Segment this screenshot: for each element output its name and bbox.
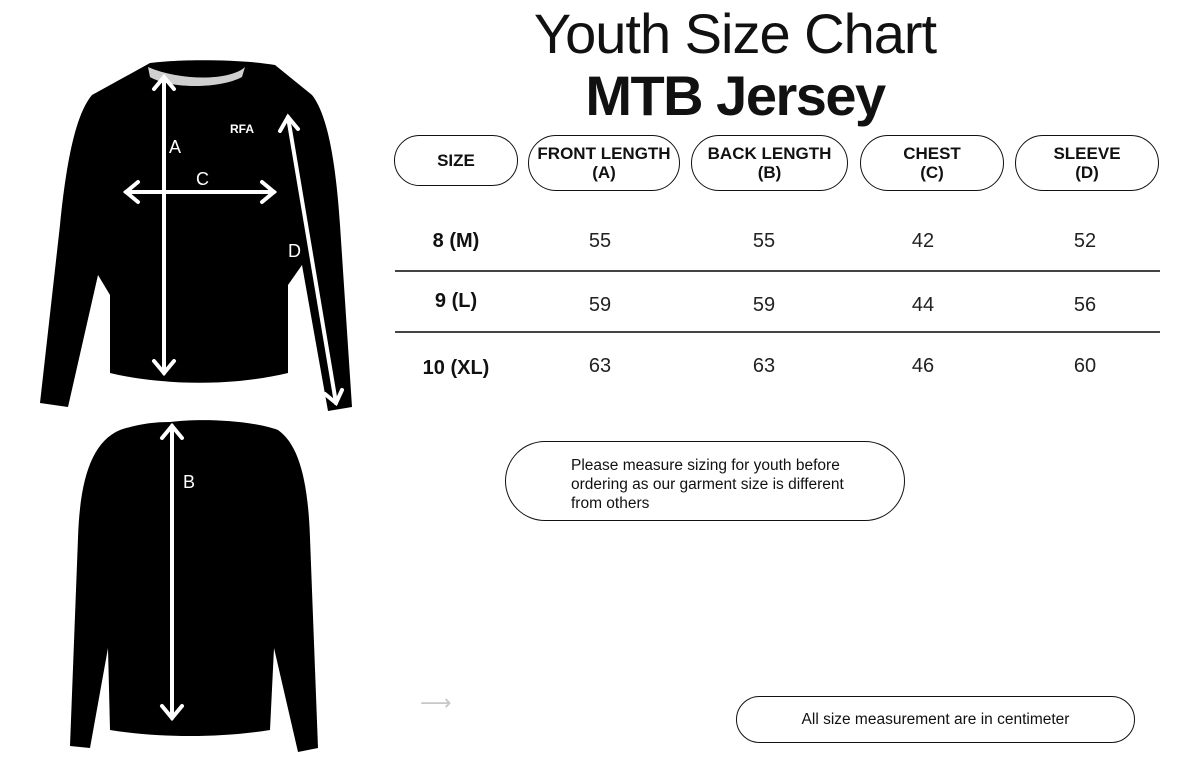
- row-divider: [395, 270, 1160, 272]
- label-a: A: [169, 137, 182, 157]
- front-length-cell: 59: [588, 294, 612, 316]
- jersey-front-diagram: [30, 55, 370, 420]
- size-cell: 9 (L): [434, 290, 478, 312]
- brand-logo: RFA: [230, 122, 254, 136]
- sleeve-cell: 56: [1073, 294, 1097, 316]
- header-front-length: [528, 135, 680, 191]
- header-chest-code: (C): [920, 163, 944, 182]
- header-back-length-label: BACK LENGTH: [707, 144, 832, 163]
- label-b: B: [183, 472, 196, 492]
- header-sleeve-code: (D): [1075, 163, 1099, 182]
- sleeve-cell: 52: [1073, 230, 1097, 252]
- header-size-label: SIZE: [437, 151, 475, 170]
- header-front-length-label: FRONT LENGTH: [537, 144, 671, 163]
- label-c: C: [196, 169, 209, 189]
- sleeve-cell: 60: [1073, 355, 1097, 377]
- size-cell: 8 (M): [432, 230, 480, 252]
- chest-cell: 42: [911, 230, 935, 252]
- chest-cell: 46: [911, 355, 935, 377]
- header-back-length: [691, 135, 848, 191]
- jersey-back-diagram: [30, 418, 370, 760]
- sizing-note-text: Please measure sizing for youth before ordering as our garment size is different from others: [571, 457, 844, 512]
- size-cell: 10 (XL): [422, 357, 490, 379]
- header-sleeve: [1015, 135, 1159, 191]
- unit-note-text: All size measurement are in centimeter: [801, 710, 1070, 728]
- row-divider: [395, 331, 1160, 333]
- header-front-length-code: (A): [592, 163, 616, 182]
- chart-subtitle: MTB Jersey: [585, 64, 885, 127]
- header-size: [394, 135, 518, 186]
- header-sleeve-label: SLEEVE: [1053, 144, 1121, 163]
- back-length-cell: 63: [752, 355, 776, 377]
- back-length-cell: 59: [752, 294, 776, 316]
- right-arrow-icon: ⟶: [420, 690, 452, 715]
- jersey-front-body: [40, 60, 352, 411]
- header-chest: [860, 135, 1004, 191]
- header-back-length-code: (B): [757, 163, 782, 182]
- label-d: D: [288, 241, 301, 261]
- chest-cell: 44: [911, 294, 935, 316]
- header-chest-label: CHEST: [903, 144, 961, 163]
- sizing-note: [505, 441, 905, 521]
- jersey-back-body: [70, 420, 318, 752]
- back-length-cell: 55: [752, 230, 776, 252]
- front-length-cell: 55: [588, 230, 612, 252]
- unit-note: [736, 696, 1135, 743]
- chart-title: Youth Size Chart: [533, 2, 937, 65]
- front-length-cell: 63: [588, 355, 612, 377]
